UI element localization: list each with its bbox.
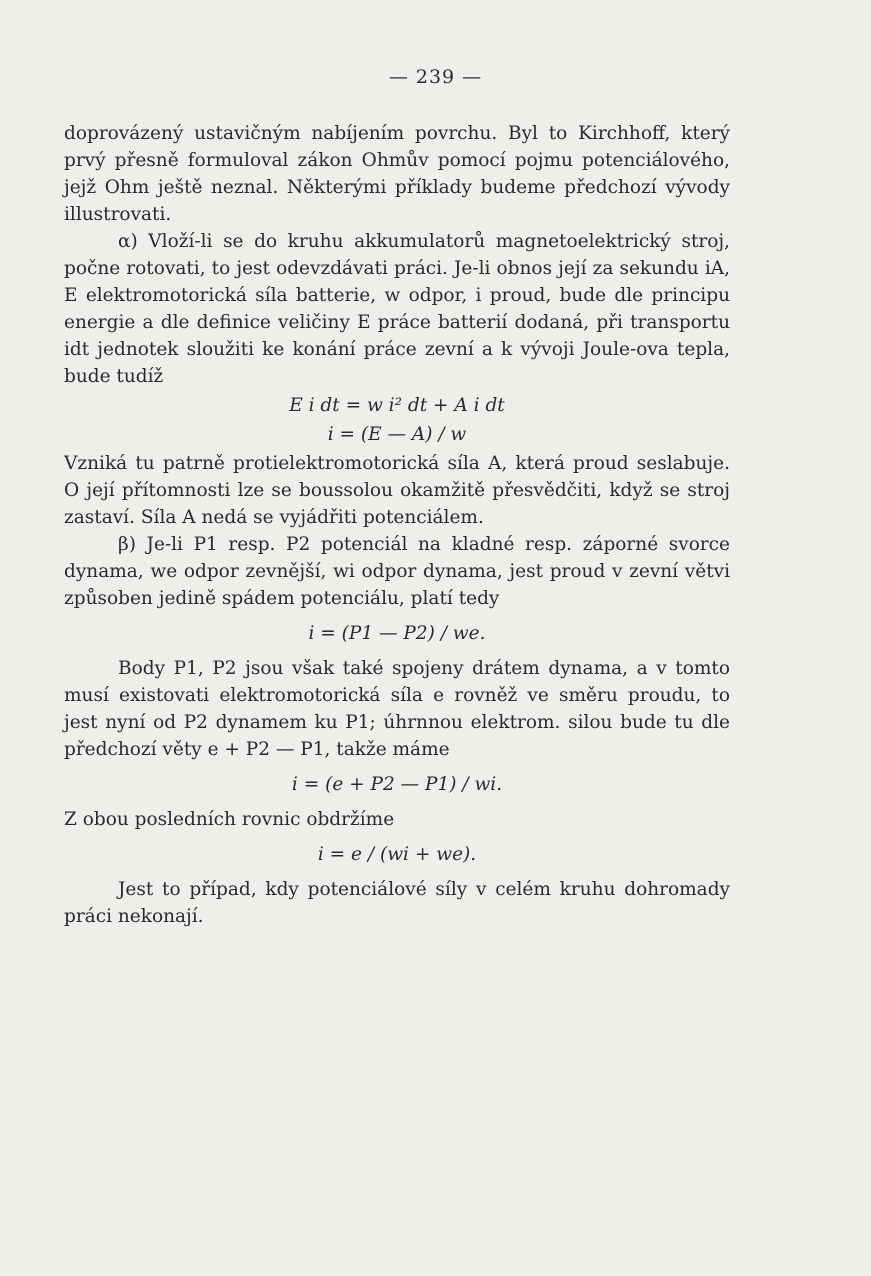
page-body [64, 120, 730, 930]
paragraph-4: β) Je-li P1 resp. P2 potenciál na kladné resp. záporné svorce dynama, we odpor zevnější, wi odpor dynama, jest proud v zevní větvi způsoben jedině spádem potenciálu, platí tedy [64, 534, 730, 609]
equation-current-internal: i = (e + P2 — P1) / wi. [291, 774, 503, 795]
equation-current-e-a: i = (E — A) / w [327, 424, 467, 445]
paragraph-1: doprovázený ustavičným nabíjením povrchu. Byl to Kirchhoff, který prvý přesně formuloval zákon Ohmův pomocí pojmu potenciálového, jejž Ohm ještě neznal. Některými příklady budeme předchozí vývody illustrovati. [64, 123, 730, 225]
paragraph-6: Z obou posledních rovnic obdržíme [64, 809, 395, 830]
paragraph-3: Vzniká tu patrně protielektromotorická síla A, která proud seslabuje. O její přítomnosti lze se boussolou okamžitě přesvědčiti, když se stroj zastaví. Síla A nedá se vyjádřiti potenciálem. [64, 453, 730, 528]
paragraph-7: Jest to případ, kdy potenciálové síly v celém kruhu dohromady práci nekonají. [64, 879, 730, 927]
page-number: — 239 — [388, 66, 483, 88]
paragraph-5: Body P1, P2 jsou však také spojeny drátem dynama, a v tomto musí existovati elektromotorická síla e rovněž ve směru proudu, to jest nyní od P2 dynamem ku P1; úhrnnou elektrom. silou bude tu dle předchozí věty e + P2 — P1, takže máme [64, 658, 730, 760]
equation-current-total: i = e / (wi + we). [317, 844, 477, 865]
equation-current-external: i = (P1 — P2) / we. [308, 623, 486, 644]
equation-energy: E i dt = w i² dt + A i dt [289, 395, 505, 416]
paragraph-2: α) Vloží-li se do kruhu akkumulatorů magnetoelektrický stroj, počne rotovati, to jest odevzdávati práci. Je-li obnos její za sekundu iA, E elektromotorická síla batterie, w odpor, i proud, bude dle principu energie a dle definice veličiny E práce batterií dodaná, při transportu idt jednotek sloužiti ke konání práce zevní a k vývoji Joule-ova tepla, bude tudíž [64, 231, 730, 387]
